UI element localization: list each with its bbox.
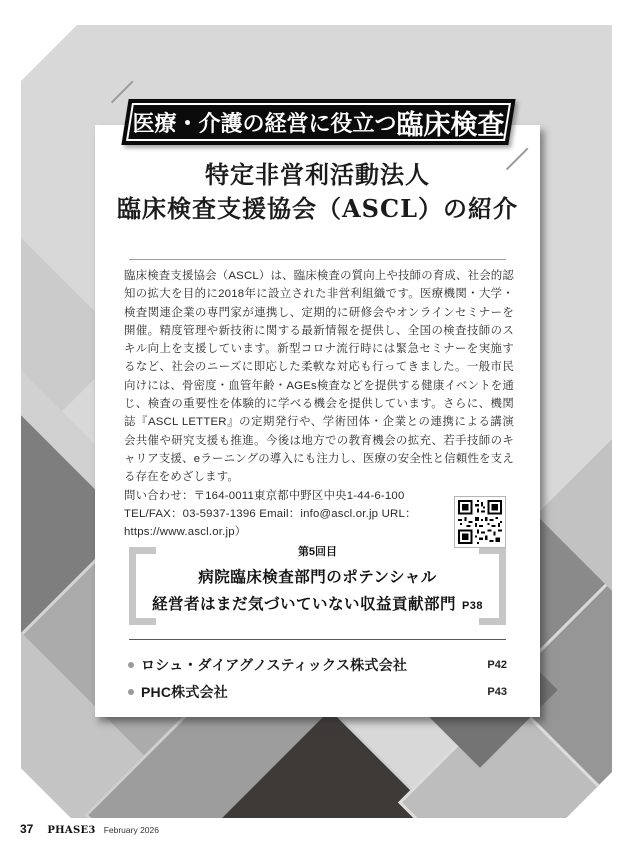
content-card (95, 125, 540, 717)
bullet-icon (128, 662, 134, 668)
feature-heading-line2 (95, 592, 540, 614)
title-line2: 臨床検査支援協会（ASCL）の紹介 (117, 194, 518, 223)
title-divider (129, 259, 506, 260)
article-name: ロシュ・ダイアグノスティックス株式会社 (141, 656, 408, 673)
qr-code-image (458, 500, 502, 544)
page-number: 37 (20, 822, 34, 836)
article-name: PHC株式会社 (141, 683, 228, 700)
feature-heading-text: 経営者はまだ気づいていない収益貢献部門 (151, 596, 456, 613)
feature-block (95, 543, 540, 614)
title-line1: 特定非営利活動法人 (205, 160, 430, 189)
feature-heading-line1: 病院臨床検査部門のポテンシャル (198, 569, 437, 586)
article-page-ref: P43 (487, 685, 507, 698)
intro-paragraph: 臨床検査支援協会（ASCL）は、臨床検査の質向上や技師の育成、社会的認知の拡大を目的に2018年に設立された非営利組織です。医療機関・大学・検査関連企業の専門家が連携し、定期的に研修会やオンラインセミナーを開催。精度管理や新技術に関する最新情報を提供し、全国の検査技師のスキル向上を支援しています。新型コロナ流行時には緊急セミナーを実施するなど、社会のニーズに即応した柔軟な対応も行ってきました。一般市民向けには、骨密度・血管年齢・AGEs検査などを提供する健康イベントを通じ、検査の重要性を体験的に学べる機会を提供しています。さらに、機関誌『ASCL LETTER』の定期発行や、学術団体・企業との連携による講演会共催や研究支援も推進。今後は地方での教育機会の拡充、若手技師のキャリア支援、eラーニングの導入にも注力し、医療の安全性と信頼性を支える存在をめざします。 (124, 270, 514, 484)
page-footer (20, 822, 159, 836)
list-item (128, 678, 507, 705)
banner-title (125, 99, 512, 145)
contact-address: 問い合わせ：〒164-0011東京都中野区中央1-44-6-100 (124, 489, 405, 502)
bullet-icon (128, 689, 134, 695)
left-bracket (129, 547, 156, 625)
issue-date: February 2026 (103, 825, 159, 835)
series-number: 第5回目 (297, 546, 338, 558)
article-title (95, 158, 540, 226)
banner-title-regular: 医療・介護の経営に役立つ (132, 110, 397, 136)
section-banner (125, 99, 512, 145)
qr-code (454, 496, 506, 548)
section-divider (129, 639, 506, 640)
article-list (128, 651, 507, 705)
right-bracket (479, 547, 506, 625)
banner-title-emphasis: 臨床検査 (396, 109, 505, 140)
article-page-ref: P42 (487, 658, 507, 671)
list-item (128, 651, 507, 678)
contact-tel-email-url: TEL/FAX：03-5937-1396 Email：info@ascl.or.jp URL：https://www.ascl.or.jp） (124, 507, 417, 539)
feature-page-ref: P38 (461, 600, 484, 612)
magazine-name: PHASE3 (47, 825, 96, 836)
